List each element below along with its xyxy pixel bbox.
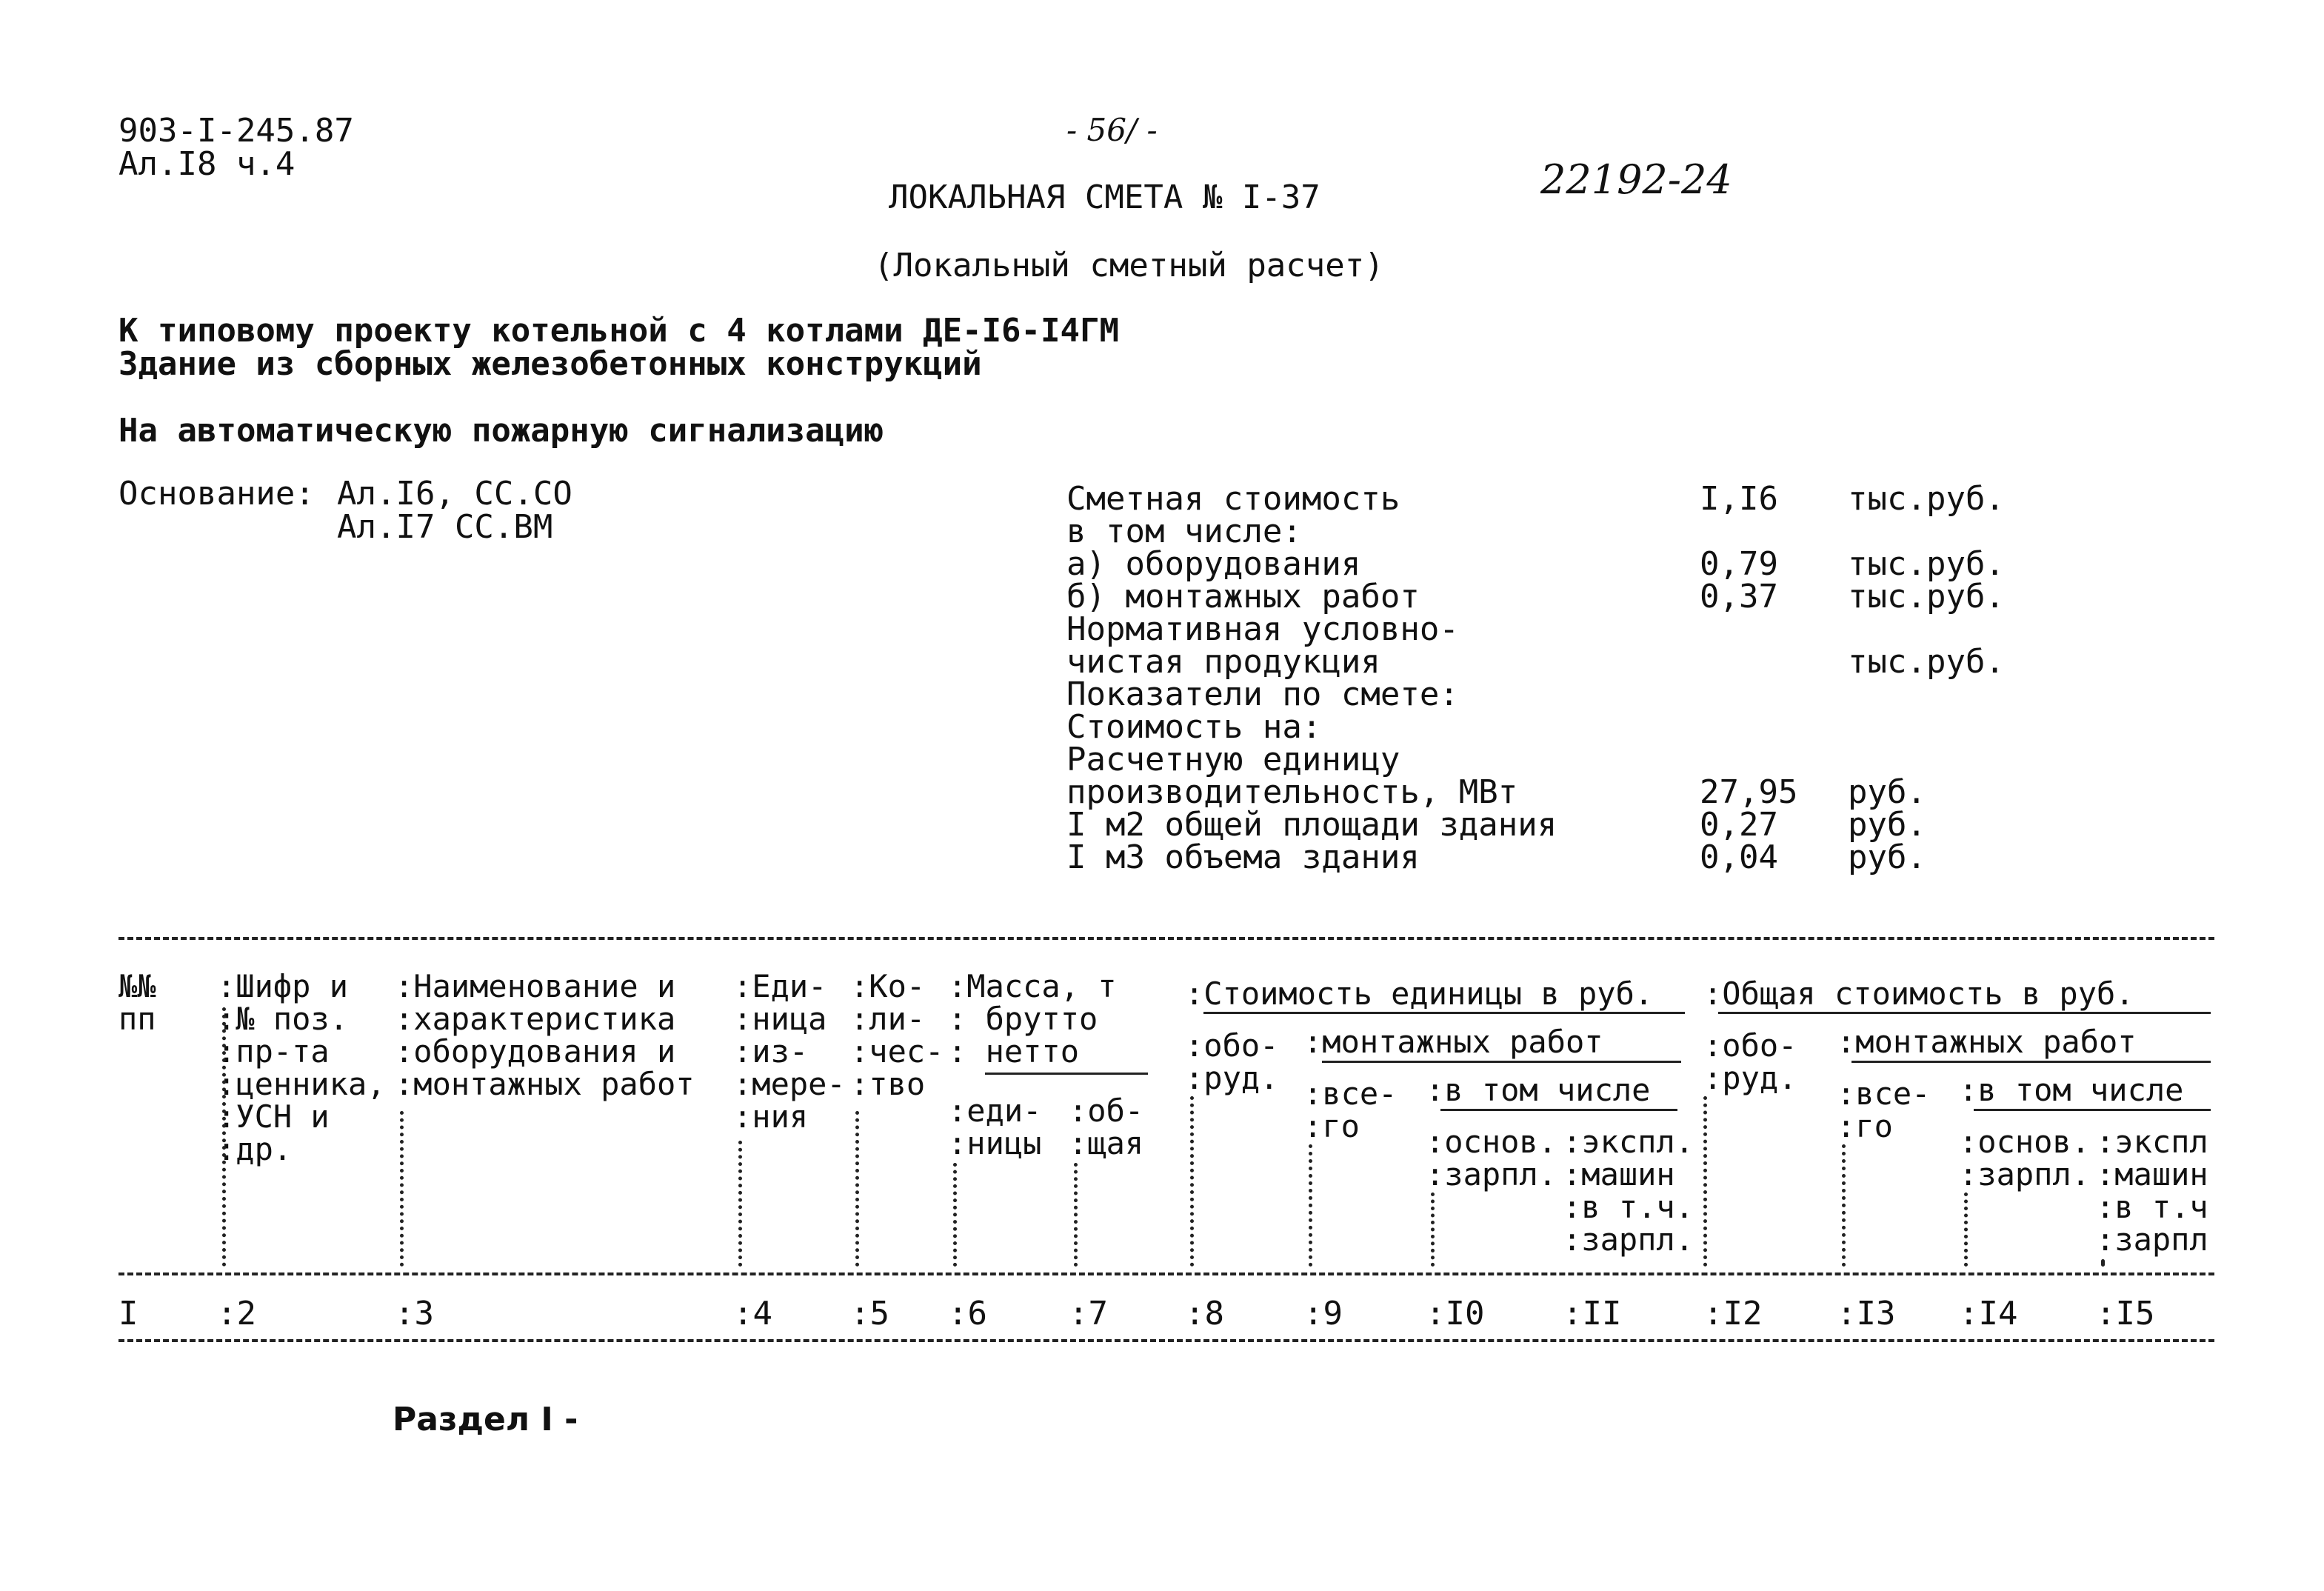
document-subtitle: (Локальный сметный расчет) — [874, 247, 1384, 284]
header-col-6: :еди- :ницы — [948, 1093, 1042, 1161]
column-number: :4 — [733, 1295, 772, 1332]
column-number: :6 — [948, 1295, 987, 1332]
column-separator — [1703, 1096, 1707, 1267]
summary-label: в том числе: — [1066, 513, 1302, 550]
header-col-8: :обо- :руд. — [1185, 1027, 1279, 1096]
summary-row — [1066, 838, 2029, 876]
summary-unit: тыс.руб. — [1848, 643, 2005, 681]
header-incl-group-2: :в том числе — [1959, 1072, 2184, 1108]
install-1-underline — [1322, 1061, 1681, 1063]
summary-unit: руб. — [1848, 773, 1926, 811]
header-col-13: :все- :го — [1837, 1075, 1931, 1144]
column-number: :5 — [850, 1295, 889, 1332]
header-col-4: :Еди- :ница :из- :мере- :ния — [733, 968, 846, 1135]
summary-label: Показатели по смете: — [1066, 676, 1459, 713]
incl-1-underline — [1440, 1109, 1677, 1111]
summary-unit: тыс.руб. — [1848, 578, 2005, 616]
document-title: ЛОКАЛЬНАЯ СМЕТА № I-37 — [889, 179, 1320, 216]
column-number: :I4 — [1959, 1295, 2018, 1332]
column-number-rule — [118, 1339, 2214, 1342]
summary-value: 0,79 — [1700, 545, 1778, 583]
summary-row — [1066, 545, 2029, 583]
header-install-group-1: :монтажных работ — [1303, 1024, 1603, 1060]
unit-cost-underline — [1203, 1012, 1685, 1014]
project-line-2: Здание из сборных железобетонных конструкций — [118, 345, 982, 383]
summary-value: 27,95 — [1700, 773, 1798, 811]
summary-label: Стоимость на: — [1066, 708, 1322, 746]
header-install-group-2: :монтажных работ — [1837, 1024, 2137, 1060]
column-number: :I3 — [1837, 1295, 1896, 1332]
header-col-9: :все- :го — [1303, 1075, 1398, 1144]
column-number: :2 — [217, 1295, 256, 1332]
column-separator — [1842, 1144, 1846, 1267]
document-code: 903-I-245.87 — [118, 112, 354, 150]
column-number: :8 — [1185, 1295, 1224, 1332]
summary-label: Нормативная условно- — [1066, 610, 1459, 648]
summary-value: 0,27 — [1700, 806, 1778, 844]
header-mass-group: :Масса, т — [948, 968, 1117, 1004]
column-number: :9 — [1303, 1295, 1343, 1332]
sheet-reference: Ал.I8 ч.4 — [118, 145, 295, 183]
incl-2-underline — [1974, 1109, 2211, 1111]
summary-row — [1066, 708, 2029, 746]
summary-label: Расчетную единицу — [1066, 741, 1400, 778]
header-col-11: :экспл. :машин :в т.ч. :зарпл. — [1563, 1124, 1694, 1258]
summary-row — [1066, 513, 2029, 550]
basis-line-1: Ал.I6, СС.СО — [337, 475, 572, 513]
column-separator — [1964, 1193, 1968, 1267]
column-separator — [738, 1141, 742, 1267]
column-separator — [953, 1163, 957, 1267]
header-col-7: :об- :щая — [1069, 1093, 1144, 1161]
mass-underline — [985, 1073, 1148, 1075]
column-number: :I5 — [2096, 1295, 2155, 1332]
summary-unit: руб. — [1848, 838, 1926, 876]
header-col-5: :Ко- :ли- :чес- :тво — [850, 968, 944, 1102]
column-separator — [855, 1111, 859, 1267]
project-line-1: К типовому проекту котельной с 4 котлами ДЕ-I6-I4ГМ — [118, 312, 1120, 350]
column-number: :II — [1563, 1295, 1622, 1332]
header-mass-subtitle: : брутто : нетто — [948, 1001, 1098, 1070]
summary-row — [1066, 578, 2029, 616]
summary-label: Сметная стоимость — [1066, 480, 1400, 518]
column-separator — [400, 1111, 404, 1267]
summary-value: 0,37 — [1700, 578, 1778, 616]
column-separator — [1074, 1163, 1078, 1267]
column-number: :I2 — [1703, 1295, 1763, 1332]
header-col-15: :экспл :машин :в т.ч :зарпл — [2096, 1124, 2208, 1258]
column-number: I — [118, 1295, 138, 1332]
cost-summary — [1066, 480, 2029, 876]
summary-value: I,I6 — [1700, 480, 1778, 518]
column-number: :3 — [395, 1295, 434, 1332]
header-incl-group-1: :в том числе — [1426, 1072, 1651, 1108]
column-number: :I0 — [1426, 1295, 1485, 1332]
header-bottom-rule — [118, 1273, 2214, 1275]
summary-label: производительность, МВт — [1066, 773, 1518, 811]
summary-row — [1066, 806, 2029, 844]
header-total-cost-group: :Общая стоимость в руб. — [1703, 975, 2134, 1012]
install-2-underline — [1851, 1061, 2211, 1063]
summary-row — [1066, 678, 2029, 711]
summary-unit: тыс.руб. — [1848, 480, 2005, 518]
summary-label: I м3 объема здания — [1066, 838, 1420, 876]
header-col-2: :Шифр и :№ поз. :пр-та :ценника, :УСН и :др. — [217, 968, 386, 1167]
header-col-10: :основ. :зарпл. — [1426, 1124, 1557, 1193]
header-col-1: №№ пп — [118, 968, 156, 1037]
page-number: - 56/ - — [1066, 112, 1158, 148]
summary-unit: руб. — [1848, 806, 1926, 844]
summary-row — [1066, 643, 2029, 681]
basis-line-2: Ал.I7 СС.ВМ — [337, 508, 553, 546]
header-col-12: :обо- :руд. — [1703, 1027, 1797, 1096]
summary-row — [1066, 480, 2029, 518]
summary-unit: тыс.руб. — [1848, 545, 2005, 583]
section-heading: Раздел I - — [393, 1401, 578, 1438]
summary-row — [1066, 773, 2029, 811]
column-separator — [1190, 1096, 1194, 1267]
summary-value: 0,04 — [1700, 838, 1778, 876]
table-top-rule — [118, 937, 2214, 940]
header-col-14: :основ. :зарпл. — [1959, 1124, 2091, 1193]
column-separator — [1431, 1193, 1435, 1267]
column-number: :7 — [1069, 1295, 1108, 1332]
summary-label: I м2 общей площади здания — [1066, 806, 1557, 844]
column-separator — [1309, 1144, 1312, 1267]
estimate-purpose: На автоматическую пожарную сигнализацию — [118, 412, 884, 450]
summary-label: а) оборудования — [1066, 545, 1361, 583]
summary-row — [1066, 610, 2029, 648]
handwritten-reference: 22192-24 — [1540, 156, 1732, 203]
summary-row — [1066, 741, 2029, 778]
basis-label: Основание: — [118, 475, 315, 513]
column-separator — [2101, 1259, 2105, 1267]
summary-label: чистая продукция — [1066, 643, 1380, 681]
header-col-3: :Наименование и :характеристика :оборудования и :монтажных работ — [395, 968, 695, 1102]
summary-label: б) монтажных работ — [1066, 578, 1420, 616]
header-unit-cost-group: :Стоимость единицы в руб. — [1185, 975, 1654, 1012]
column-separator — [222, 1007, 226, 1267]
total-cost-underline — [1718, 1012, 2211, 1014]
